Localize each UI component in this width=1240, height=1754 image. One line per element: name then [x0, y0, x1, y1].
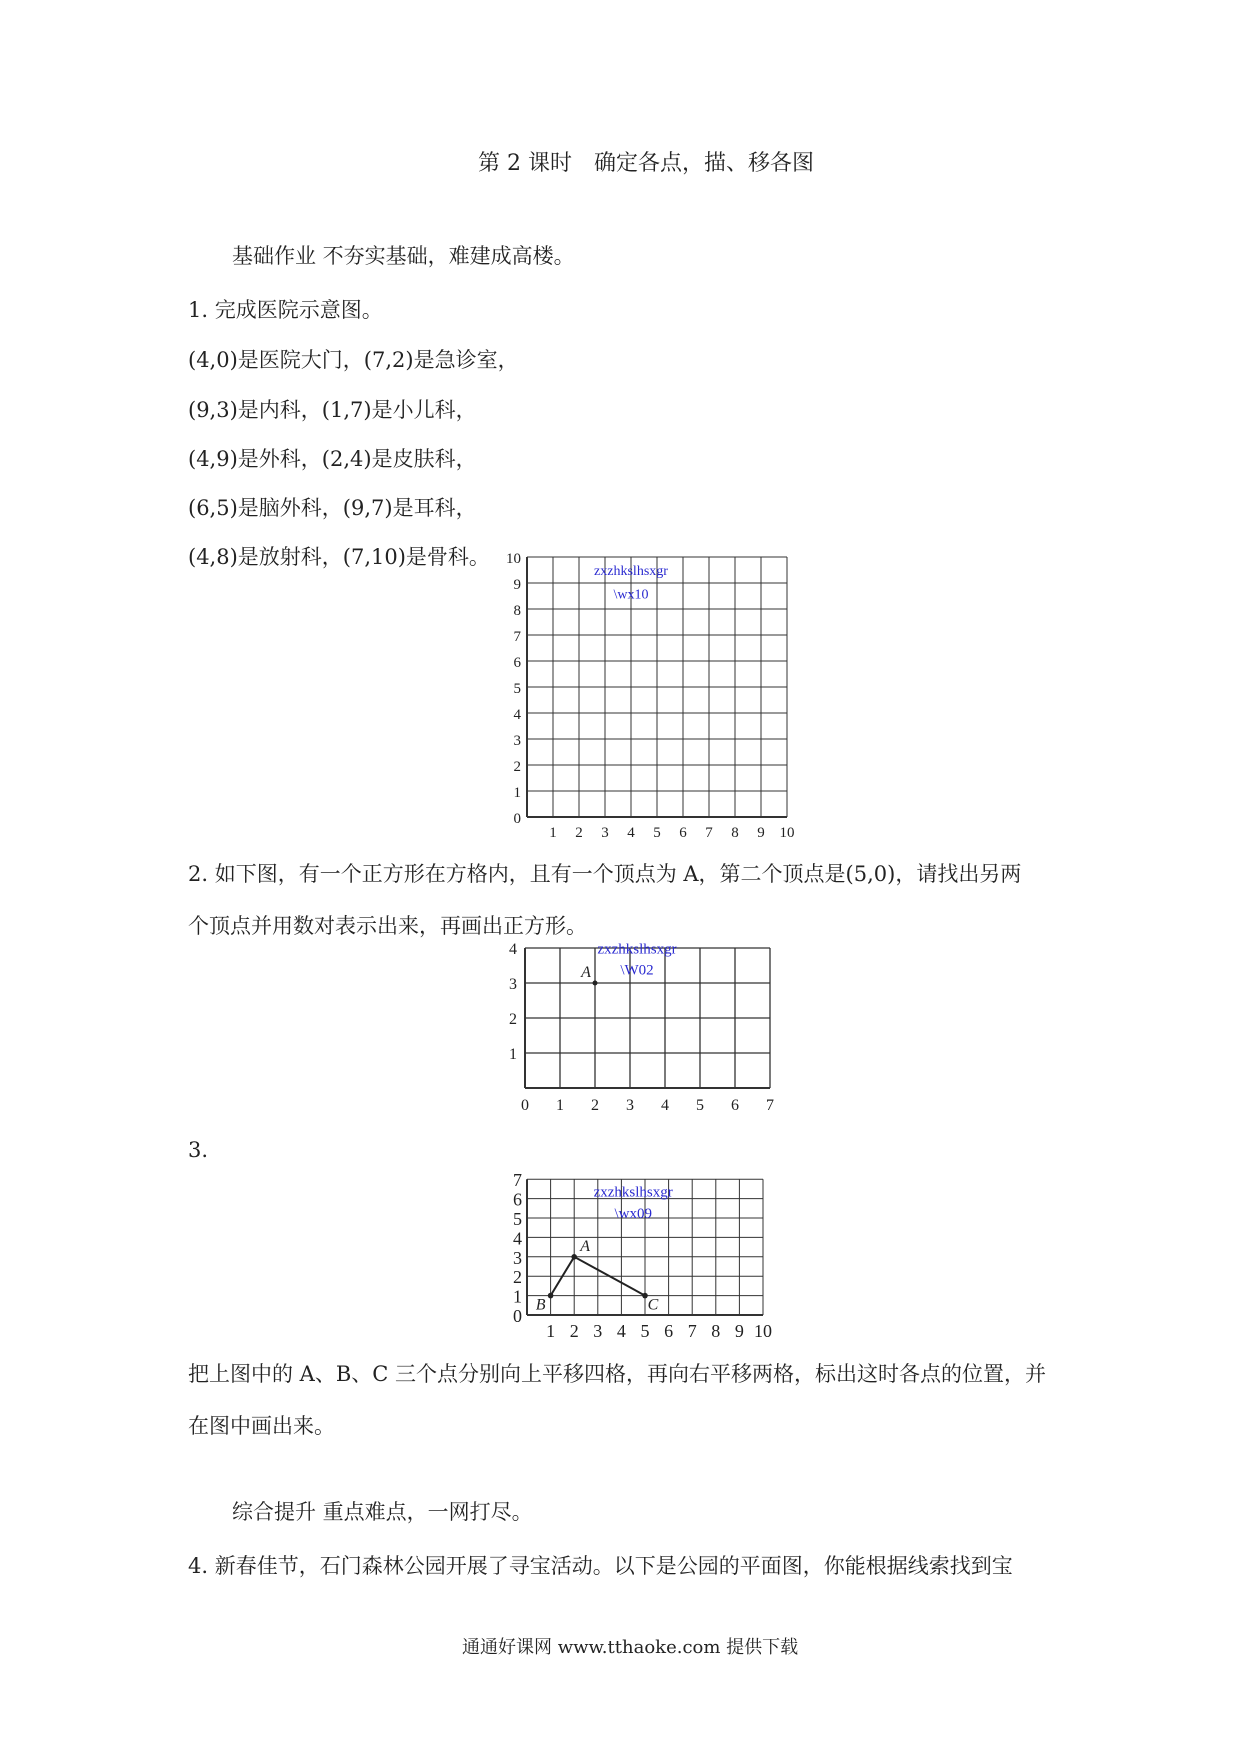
q3-line-1: 把上图中的 A、B、C 三个点分别向上平移四格，再向右平移两格，标出这时各点的位置，并 — [188, 1362, 1047, 1386]
q3-point-c-label: C — [647, 1296, 659, 1314]
q3-point-a-label: A — [580, 1237, 591, 1255]
q3-y-tick-label: 1 — [513, 1286, 522, 1307]
q3-point-b-label: B — [535, 1296, 546, 1314]
q2-point-a-label: A — [581, 964, 591, 981]
q1-line-2: (9,3)是内科，(1,7)是小儿科， — [188, 398, 477, 422]
q2-x-tick-label: 6 — [731, 1097, 739, 1114]
q3-x-tick-label: 2 — [569, 1321, 579, 1341]
q2-line-1: 2. 如下图，有一个正方形在方格内，且有一个顶点为 A，第二个顶点是(5,0)，请找出另两 — [188, 862, 1022, 886]
q1-line-5: (4,8)是放射科，(7,10)是骨科。 — [188, 545, 490, 569]
q2-y-tick-label: 4 — [509, 941, 517, 958]
q1-line-3: (4,9)是外科，(2,4)是皮肤科， — [188, 447, 477, 471]
q3-x-tick-label: 5 — [640, 1321, 650, 1341]
q2-point-a — [593, 981, 598, 986]
q3-watermark-line-2: \wx09 — [614, 1206, 652, 1222]
q1-coordinate-grid — [505, 551, 795, 841]
q2-y-tick-label: 1 — [509, 1046, 517, 1063]
q1-y-tick-label: 7 — [513, 629, 521, 645]
q4-line-1: 4. 新春佳节，石门森林公园开展了寻宝活动。以下是公园的平面图，你能根据线索找到宝 — [188, 1554, 1013, 1578]
q3-y-tick-label: 6 — [513, 1189, 522, 1210]
q1-y-tick-label: 10 — [506, 551, 521, 567]
q1-x-tick-label: 2 — [575, 825, 583, 841]
q1-y-tick-label: 1 — [513, 785, 521, 801]
q1-x-tick-label: 6 — [679, 825, 687, 841]
q3-number: 3. — [188, 1138, 209, 1162]
q2-x-tick-label: 3 — [626, 1097, 634, 1114]
q1-x-tick-label: 5 — [653, 825, 661, 841]
q3-y-tick-label: 2 — [513, 1267, 522, 1288]
q3-x-tick-label: 4 — [616, 1321, 626, 1341]
q3-point-b — [548, 1293, 554, 1299]
q1-y-tick-label: 8 — [513, 603, 521, 619]
q3-x-tick-label: 9 — [734, 1321, 744, 1341]
q1-x-tick-label: 3 — [601, 825, 609, 841]
q2-line-2: 个顶点并用数对表示出来，再画出正方形。 — [188, 914, 587, 938]
q1-x-tick-label: 10 — [779, 825, 795, 841]
q2-x-tick-label: 2 — [591, 1097, 599, 1114]
section-advance-heading: 综合提升 重点难点，一网打尽。 — [232, 1500, 533, 1524]
q2-y-tick-label: 2 — [509, 1011, 517, 1028]
q3-x-tick-label: 7 — [687, 1321, 697, 1341]
q3-y-tick-label: 3 — [513, 1247, 522, 1268]
q1-y-tick-label: 4 — [513, 707, 521, 723]
q1-y-tick-label: 5 — [513, 681, 521, 697]
q1-line-4: (6,5)是脑外科，(9,7)是耳科， — [188, 496, 477, 520]
q1-line-1: (4,0)是医院大门，(7,2)是急诊室， — [188, 348, 519, 372]
q1-x-tick-label: 9 — [757, 825, 765, 841]
q1-heading: 1. 完成医院示意图。 — [188, 298, 383, 322]
q2-x-tick-label: 4 — [661, 1097, 669, 1114]
q1-x-tick-label: 7 — [705, 825, 713, 841]
q3-x-tick-label: 10 — [754, 1321, 772, 1341]
q3-y-tick-label: 4 — [513, 1228, 522, 1249]
q3-y-tick-label: 5 — [513, 1209, 522, 1229]
q2-x-tick-label: 0 — [521, 1097, 529, 1114]
section-basic-heading: 基础作业 不夯实基础，难建成高楼。 — [232, 244, 575, 268]
q3-x-tick-label: 1 — [546, 1321, 556, 1341]
q2-x-tick-label: 5 — [696, 1097, 704, 1114]
q3-point-a — [571, 1254, 577, 1260]
q1-y-tick-label: 9 — [513, 577, 521, 593]
q1-x-tick-label: 4 — [627, 825, 635, 841]
q2-coordinate-grid — [505, 940, 790, 1115]
q3-y-tick-label: 7 — [513, 1170, 522, 1191]
q2-x-tick-label: 1 — [556, 1097, 564, 1114]
q1-x-tick-label: 1 — [549, 825, 557, 841]
q3-line-2: 在图中画出来。 — [188, 1414, 335, 1438]
q3-x-tick-label: 8 — [711, 1321, 721, 1341]
q3-x-tick-label: 3 — [593, 1321, 603, 1341]
q3-coordinate-grid — [505, 1165, 790, 1340]
q2-watermark-line-1: zxzhkslhsxgr — [597, 941, 677, 958]
q3-watermark-line-1: zxzhkslhsxgr — [593, 1184, 673, 1201]
q3-x-tick-label: 6 — [664, 1321, 674, 1341]
q3-y-tick-label: 0 — [513, 1306, 522, 1326]
q2-y-tick-label: 3 — [509, 976, 517, 993]
q1-y-tick-label: 2 — [513, 759, 521, 775]
q2-x-tick-label: 7 — [766, 1097, 774, 1114]
q1-y-tick-label: 0 — [513, 811, 521, 827]
q1-x-tick-label: 8 — [731, 825, 739, 841]
q1-y-tick-label: 3 — [513, 733, 521, 749]
page-title: 第 2 课时 确定各点，描、移各图 — [478, 151, 814, 176]
q1-watermark-line-1: zxzhkslhsxgr — [594, 564, 668, 580]
q1-y-tick-label: 6 — [513, 655, 521, 671]
q2-watermark-line-2: \W02 — [620, 962, 654, 979]
page-footer: 通通好课网 www.tthaoke.com 提供下载 — [462, 1637, 799, 1658]
q1-watermark-line-2: \wx10 — [613, 587, 649, 603]
